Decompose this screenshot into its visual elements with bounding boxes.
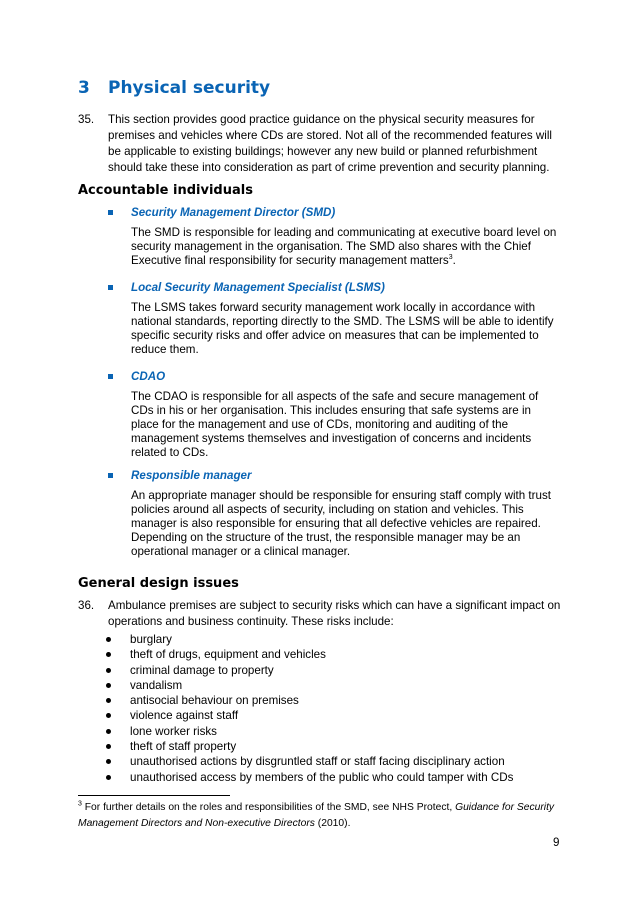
footnote: $^3$ For further details on the roles and responsibilities of the SMD, see NHS Protect, Guidance for Security Management Directors and Non-executive Directors (2010).: [78, 800, 555, 829]
role-title-responsible-manager: Responsible manager: [131, 469, 252, 482]
role-title-cdao: CDAO: [131, 370, 166, 383]
section-heading: [78, 78, 270, 98]
role-description-smd: The SMD is responsible for leading and communicating at executive board level on security management in the organisation. The SMD also shares with the Chief Executive final responsibility for security management matters$^3$.: [131, 226, 557, 267]
section-title: Physical security: [108, 78, 271, 98]
subheading-accountable-individuals: Accountable individuals: [78, 183, 253, 198]
role-description-cdao: The CDAO is responsible for all aspects of the safe and secure management of CDs in his or her organisation. This includes ensuring that safe systems are in place for the management and use of CDs, monitoring and auditing of the management systems themselves and investigation of concerns and incidents related to CDs.: [131, 390, 539, 459]
paragraph-36: Ambulance premises are subject to security risks which can have a significant impact on operations and business continuity. These risks include:: [108, 599, 561, 628]
footnote-cited-title: Guidance for Security Management Directors and Non-executive Directors: [78, 802, 555, 829]
list-item: violence against staff: [100, 708, 513, 723]
list-item: unauthorised access by members of the public who could tamper with CDs: [100, 770, 513, 785]
list-item: theft of drugs, equipment and vehicles: [100, 647, 513, 662]
risk-list: [100, 632, 513, 785]
footnote-divider: [78, 795, 230, 796]
square-bullet-icon: [108, 285, 113, 290]
page-number: 9: [553, 836, 560, 849]
footnote-marker: 3: [78, 800, 82, 808]
role-title-lsms: Local Security Management Specialist (LSMS): [131, 281, 385, 294]
square-bullet-icon: [108, 473, 113, 478]
list-item: lone worker risks: [100, 724, 513, 739]
list-item: criminal damage to property: [100, 663, 513, 678]
list-item: theft of staff property: [100, 739, 513, 754]
role-description-responsible-manager: An appropriate manager should be responsible for ensuring staff comply with trust policies around all aspects of security, including on station and vehicles. This manager is also responsible for ensuring that all defective vehicles are repaired. Depending on the structure of the trust, the responsible manager may be an operational manager or a clinical manager.: [131, 489, 551, 558]
role-description-lsms: The LSMS takes forward security management work locally in accordance with national standards, reporting directly to the SMD. The LSMS will be able to identify specific security risks and offer advice on measures that can be implemented to reduce them.: [131, 301, 554, 356]
list-item: unauthorised actions by disgruntled staff or staff facing disciplinary action: [100, 754, 513, 769]
list-item: vandalism: [100, 678, 513, 693]
role-title-smd: Security Management Director (SMD): [131, 206, 336, 219]
list-item: antisocial behaviour on premises: [100, 693, 513, 708]
paragraph-number: 35.: [78, 113, 95, 126]
square-bullet-icon: [108, 210, 113, 215]
subheading-general-design-issues: General design issues: [78, 576, 239, 591]
footnote-reference: 3: [448, 254, 453, 262]
square-bullet-icon: [108, 374, 113, 379]
section-number: 3: [78, 78, 90, 98]
paragraph-35: This section provides good practice guidance on the physical security measures for premises and vehicles where CDs are stored. Not all of the recommended features will be applicable to existing buildings; however any new build or planned refurbishment should take these into consideration as part of crime prevention and security planning.: [108, 113, 552, 174]
paragraph-number: 36.: [78, 599, 95, 612]
list-item: burglary: [100, 632, 513, 647]
